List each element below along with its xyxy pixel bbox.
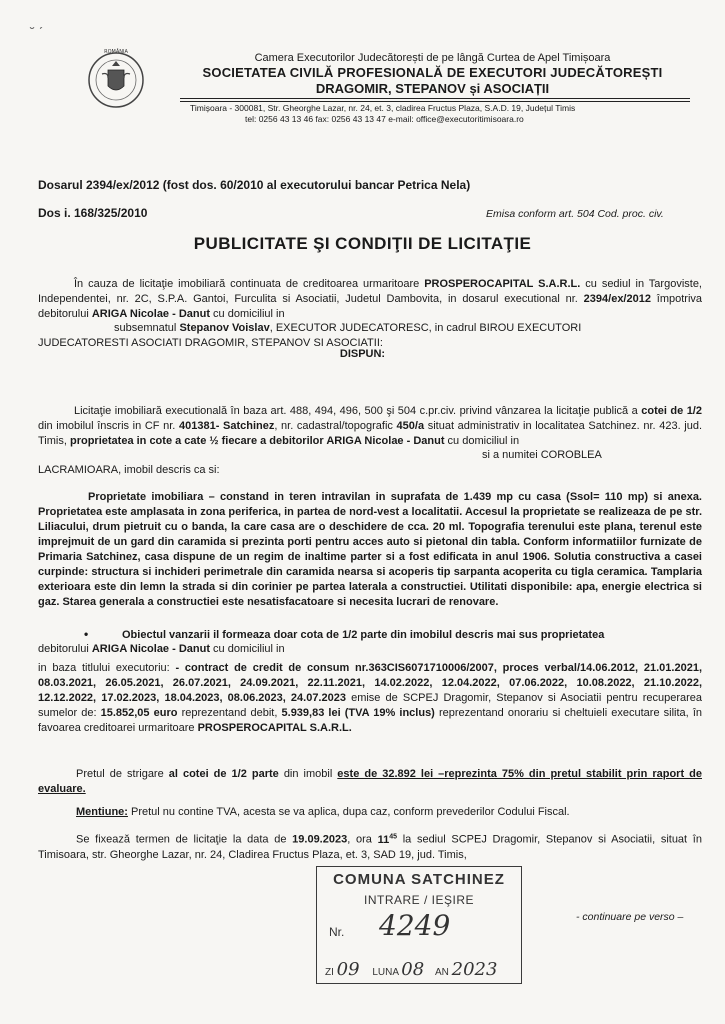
executor-line: subsemnatul Stepanov Voislav, EXECUTOR JUDECATORESC, in cadrul BIROU EXECUTORI	[114, 322, 582, 334]
sale-object-paragraph: Obiectul vanzarii il formeaza doar cota de 1/2 parte din imobilul descris mai sus proprietatea	[122, 629, 605, 641]
issued-basis: Emisa conform art. 504 Cod. proc. civ.	[486, 208, 664, 220]
case-number: Dosarul 2394/ex/2012 (fost dos. 60/2010 al executorului bancar Petrica Nela)	[38, 178, 471, 192]
enforcement-title-paragraph: in baza titlului executoriu: - contract de credit de consum nr.363CIS6071710006/2007, proces verbal/14.06.2012, 21.01.2021, 08.03.2021, 26.05.2021, 26.07.2021, 24.09.2021, 22.11.2021, 14.02.2022, 12.04.2022, 07.06.2022, 10.08.2022, 21.10.2022, 12.12.2022, 17.02.2023, 18.04.2023, 08.06.2023, 24.07.2023 emise de SCPEJ Dragomir, Stepanov si Asociatii pentru recuperarea sumelor de: 15.852,05 euro reprezentand debit, 5.939,83 lei (TVA 19% inclus) reprezentand onorariu si cheltuieli executare silita, în favoarea creditoarei urmaritoare PROSPEROCAPITAL S.A.R.L.	[38, 662, 703, 734]
header-chamber: Camera Executorilor Judecătorești de pe lângă Curtea de Apel Timișoara	[254, 52, 611, 64]
co-owner-name: LACRAMIOARA, imobil descris ca si:	[38, 464, 220, 476]
header-rule	[180, 98, 690, 99]
stamp-date: ZI 09 LUNA 08 AN 2023	[325, 959, 498, 980]
registration-stamp	[316, 866, 522, 984]
header-contact: tel: 0256 43 13 46 fax: 0256 43 13 47 e-mail: office@executoritimisoara.ro	[245, 114, 524, 124]
auction-paragraph: Licitaţie imobiliară executională în baza art. 488, 494, 496, 500 şi 504 c.pr.civ. privind vânzarea la licitaţie publică a cotei de 1/2 din imobilul înscris in CF nr. 401381- Satchinez, nr. cadastral/topografic 450/a situat administrativ in localitatea Satchinez. nr. 423. jud. Timis, proprietatea in cote a cate ½ fiecare a debitorilor ARIGA Nicolae - Danut cu domiciliul in	[38, 405, 702, 447]
bullet-icon: •	[84, 627, 89, 641]
header-rule	[180, 101, 690, 102]
header-address: Timișoara - 300081, Str. Gheorghe Lazar, nr. 24, et. 3, cladirea Fructus Plaza, S.A.D. 19, Județul Timis	[190, 103, 576, 113]
starting-price-paragraph: Pretul de strigare al cotei de 1/2 parte din imobil este de 32.892 lei –reprezinta 75% din pretul stabilit prin raport de evaluare.	[38, 768, 702, 795]
dispun-heading: DISPUN:	[339, 348, 386, 360]
coat-of-arms-seal	[86, 44, 146, 122]
stamp-name: COMUNA SATCHINEZ	[333, 871, 505, 888]
header-society: SOCIETATEA CIVILĂ PROFESIONALĂ DE EXECUTORI JUDECĂTOREȘTI	[202, 65, 663, 80]
stamp-nr-value: 4249	[379, 909, 451, 942]
co-owner-line: si a numitei COROBLEA	[482, 449, 602, 461]
document-title: PUBLICITATE ŞI CONDIŢII DE LICITAŢIE	[193, 234, 532, 253]
property-description: Proprietate imobiliara – constand in teren intravilan in suprafata de 1.439 mp cu casa (Ssol= 110 mp) si anexa. Proprietatea este amplasata in zona periferica, in partea de nord-vest a localitatii. Accesul la proprietate se realizeaza de pe str. Liliacului, drum pietruit cu o banda, la care casa are o deschidere de cca. 20 ml. Topografia terenului este plana, terenul este imprejmuit de un gard din caramida si prezinta porti pentru acces auto si pietonal din tabla. Conform informatiilor furnizate de Primaria Satchinez, casa dispune de un regim de inaltime parter si a fost edificata in anul 1906. Solutia constructiva a casei curpinde: structura si inchideri perimetrale din caramida nearsa si acoperis tip sarpanta acoperita cu tigla ceramica. Tamplaria exterioara este din lemn la strada si din corinier pe partea laterala a constructiei. Utilitati disponibile: apa, energie electrica si gaz. Starea generala a constructiei este nesatisfacatoare si necesita lucrari de renovare.	[38, 491, 702, 608]
internal-number: Dos i. 168/325/2010	[38, 206, 148, 220]
continued-overleaf: - continuare pe verso –	[576, 911, 684, 923]
intro-paragraph: În cauza de licitaţie imobiliară continuata de creditoarea urmaritoare PROSPEROCAPITAL S.A.R.L. cu sediul in Targoviste, Independentei, nr. 2C, S.P.A. Gantoi, Furculita si Asociatii, Judetul Dambovita, in dosarul executional nr. 2394/ex/2012 împotriva debitorului ARIGA Nicolae - Danut cu domiciliul in	[38, 278, 702, 320]
stamp-nr-label: Nr.	[329, 925, 345, 939]
corner-mark: ˘ ˊ	[30, 24, 44, 40]
vat-mention: Mentiune: Pretul nu contine TVA, acesta se va aplica, dupa caz, conform prevederilor Codului Fiscal.	[76, 806, 570, 818]
seal-text: ROMÂNIA	[104, 49, 128, 55]
executor-office: JUDECATORESTI ASOCIATI DRAGOMIR, STEPANOV SI ASOCIATII:	[38, 337, 383, 349]
sale-object-debtor: debitorului ARIGA Nicolae - Danut cu domiciliul in	[38, 643, 285, 655]
header-partners: DRAGOMIR, STEPANOV și ASOCIAȚII	[315, 81, 550, 96]
stamp-subtitle: INTRARE / IEŞIRE	[363, 893, 475, 907]
auction-date-paragraph: Se fixează termen de licitaţie la data de 19.09.2023, ora $11^{45}$ la sediul SCPEJ Dragomir, Stepanov si Asociatii, situat în Timisoara, str. Gheorghe Lazar, nr. 24, Cladirea Fructus Plaza, et. 3, SAD 19, jud. Timis,	[38, 833, 702, 861]
